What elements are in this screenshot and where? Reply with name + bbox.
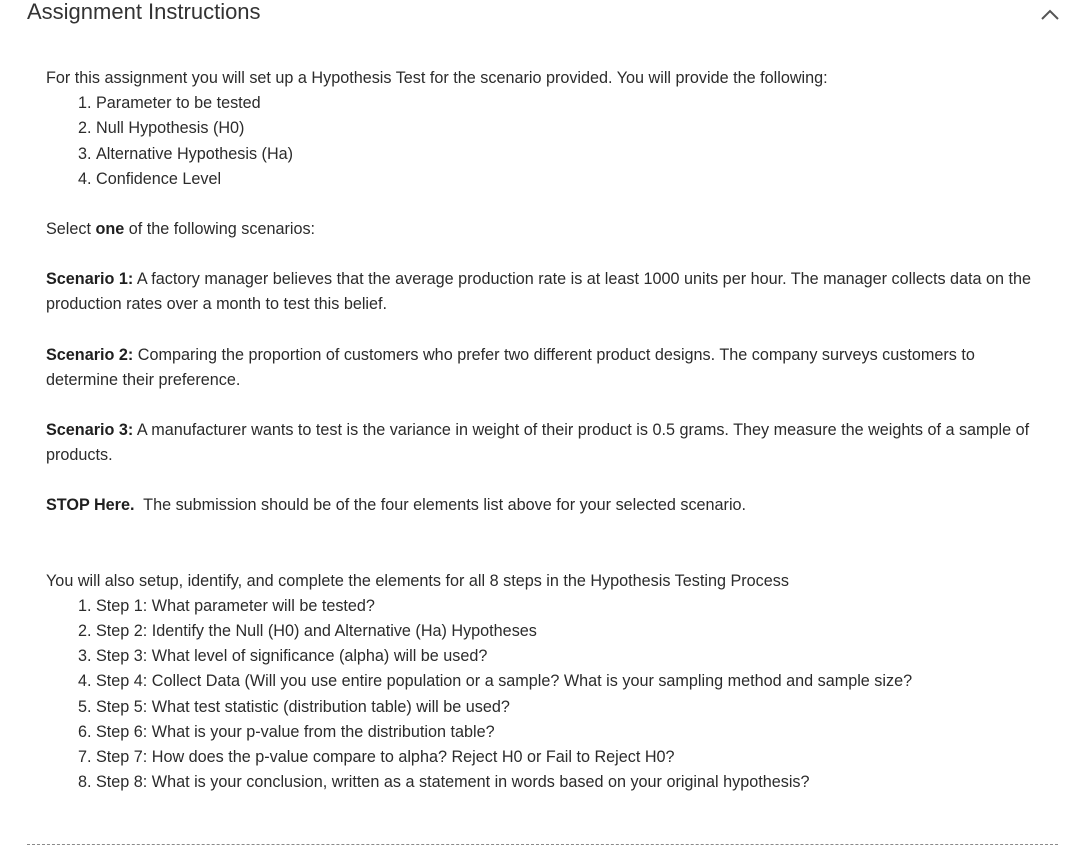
- section-divider: [27, 844, 1058, 845]
- panel-header: [0, 0, 1075, 28]
- scenario-3: Scenario 3: A manufacturer wants to test is the variance in weight of their product is 0.5 grams. They measure the weights of a sample of products.: [46, 421, 1030, 465]
- list-item: 3. Alternative Hypothesis (Ha): [96, 142, 1041, 167]
- stop-note: STOP Here. The submission should be of the four elements list above for your selected scenario.: [46, 496, 747, 515]
- instructions-body: [46, 66, 1041, 795]
- page-title: Assignment Instructions: [27, 0, 261, 24]
- scenario-2: Scenario 2: Comparing the proportion of customers who prefer two different product designs. The company surveys customers to determine their preference.: [46, 345, 975, 389]
- list-item: 4. Confidence Level: [96, 167, 1041, 192]
- list-item: 6. Step 6: What is your p-value from the distribution table?: [96, 720, 1041, 745]
- select-instruction: Select one of the following scenarios:: [46, 220, 316, 239]
- list-item: 2. Step 2: Identify the Null (H0) and Alternative (Ha) Hypotheses: [96, 619, 1041, 644]
- list-item: 4. Step 4: Collect Data (Will you use entire population or a sample? What is your sampling method and sample size?: [96, 669, 1041, 694]
- chevron-up-icon: [1040, 9, 1060, 21]
- list-item: 1. Parameter to be tested: [96, 91, 1041, 116]
- list-item: 1. Step 1: What parameter will be tested?: [96, 594, 1041, 619]
- scenario-1: Scenario 1: A factory manager believes that the average production rate is at least 1000 units per hour. The manager collects data on the production rates over a month to test this belief.: [46, 270, 1032, 314]
- steps-list: [46, 594, 1041, 796]
- steps-intro: You will also setup, identify, and complete the elements for all 8 steps in the Hypothesis Testing Process: [46, 571, 789, 590]
- list-item: 5. Step 5: What test statistic (distribution table) will be used?: [96, 695, 1041, 720]
- deliverables-list: [46, 91, 1041, 192]
- list-item: 3. Step 3: What level of significance (alpha) will be used?: [96, 644, 1041, 669]
- list-item: 8. Step 8: What is your conclusion, written as a statement in words based on your original hypothesis?: [96, 770, 1041, 795]
- collapse-toggle-button[interactable]: [1034, 0, 1066, 26]
- list-item: 7. Step 7: How does the p-value compare to alpha? Reject H0 or Fail to Reject H0?: [96, 745, 1041, 770]
- list-item: 2. Null Hypothesis (H0): [96, 116, 1041, 141]
- intro-text: For this assignment you will set up a Hypothesis Test for the scenario provided. You will provide the following:: [46, 69, 828, 87]
